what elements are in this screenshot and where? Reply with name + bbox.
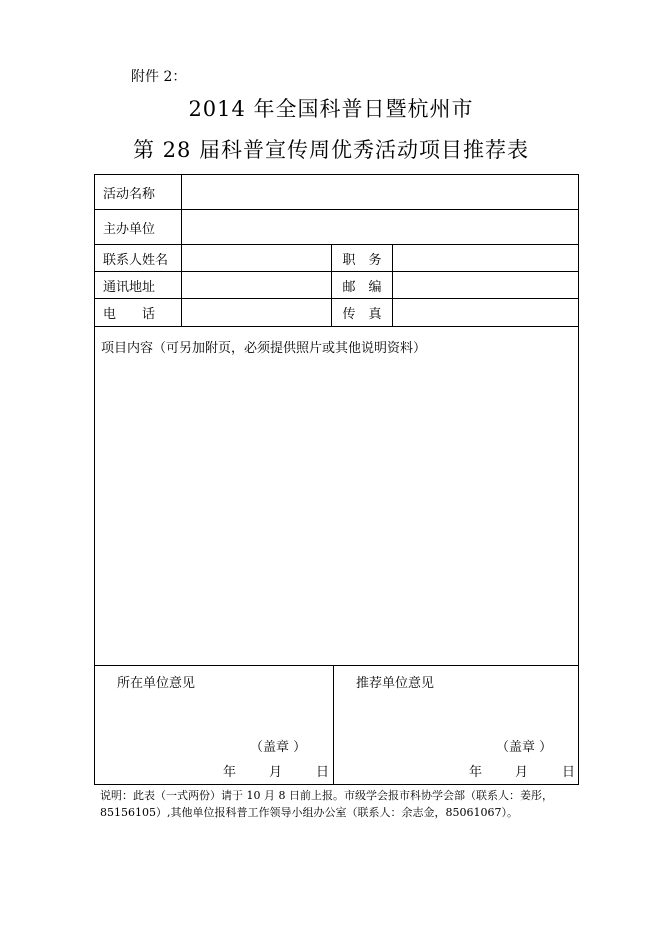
- page-title-line2: 第 28 届科普宣传周优秀活动项目推荐表: [132, 138, 530, 162]
- recommend-stamp-label: （盖章 ）: [496, 740, 553, 755]
- recommend-date-day: 日: [562, 765, 576, 780]
- page-title-line1: 2014 年全国科普日暨杭州市: [188, 97, 474, 121]
- recommend-date-year: 年: [469, 765, 483, 780]
- activity-name-field[interactable]: [182, 175, 578, 209]
- phone-row: [94, 298, 579, 327]
- footnote-line2: 85156105）,其他单位报科普工作领导小组办公室（联系人：余志金，85061067）。: [100, 806, 518, 819]
- address-field[interactable]: [182, 272, 331, 298]
- organizer-row: [94, 209, 579, 245]
- content-row: [94, 326, 579, 666]
- postcode-field[interactable]: [393, 272, 578, 298]
- footnote-line1: 说明：此表（一式两份）请于 10 月 8 日前上报。市级学会报市科协学会部（联系人：姜彤，: [100, 789, 553, 802]
- unit-opinion-label: 所在单位意见: [117, 676, 196, 691]
- recommend-opinion-cell[interactable]: [334, 666, 578, 784]
- organizer-field[interactable]: [182, 210, 578, 244]
- unit-date-day: 日: [316, 765, 330, 780]
- fax-label: 传 真: [342, 307, 382, 322]
- attachment-label: 附件 2：: [131, 69, 187, 85]
- activity-name-label: 活动名称: [103, 186, 156, 202]
- postcode-label: 邮 编: [342, 279, 382, 295]
- unit-date-month: 月: [269, 765, 283, 780]
- phone-label: 电 话: [103, 307, 156, 322]
- content-label: 项目内容（可另加附页，必须提供照片或其他说明资料）: [101, 341, 427, 356]
- unit-opinion-cell[interactable]: [95, 666, 333, 784]
- fax-field[interactable]: [393, 299, 578, 326]
- contact-name-label: 联系人姓名: [103, 252, 169, 268]
- contact-name-field[interactable]: [182, 245, 331, 271]
- recommendation-form: [94, 174, 581, 785]
- phone-field[interactable]: [182, 299, 331, 326]
- position-label: 职 务: [342, 252, 382, 268]
- address-label: 通讯地址: [103, 279, 156, 295]
- activity-name-row: [94, 174, 579, 210]
- address-row: [94, 271, 579, 299]
- content-field[interactable]: [95, 357, 578, 665]
- position-field[interactable]: [393, 245, 578, 271]
- recommend-opinion-label: 推荐单位意见: [356, 676, 435, 691]
- unit-stamp-label: （盖章 ）: [250, 740, 307, 755]
- organizer-label: 主办单位: [103, 221, 156, 237]
- opinion-row: [94, 665, 579, 785]
- unit-date-year: 年: [223, 765, 237, 780]
- recommend-date-month: 月: [515, 765, 529, 780]
- footnote: [100, 787, 570, 821]
- contact-row: [94, 244, 579, 272]
